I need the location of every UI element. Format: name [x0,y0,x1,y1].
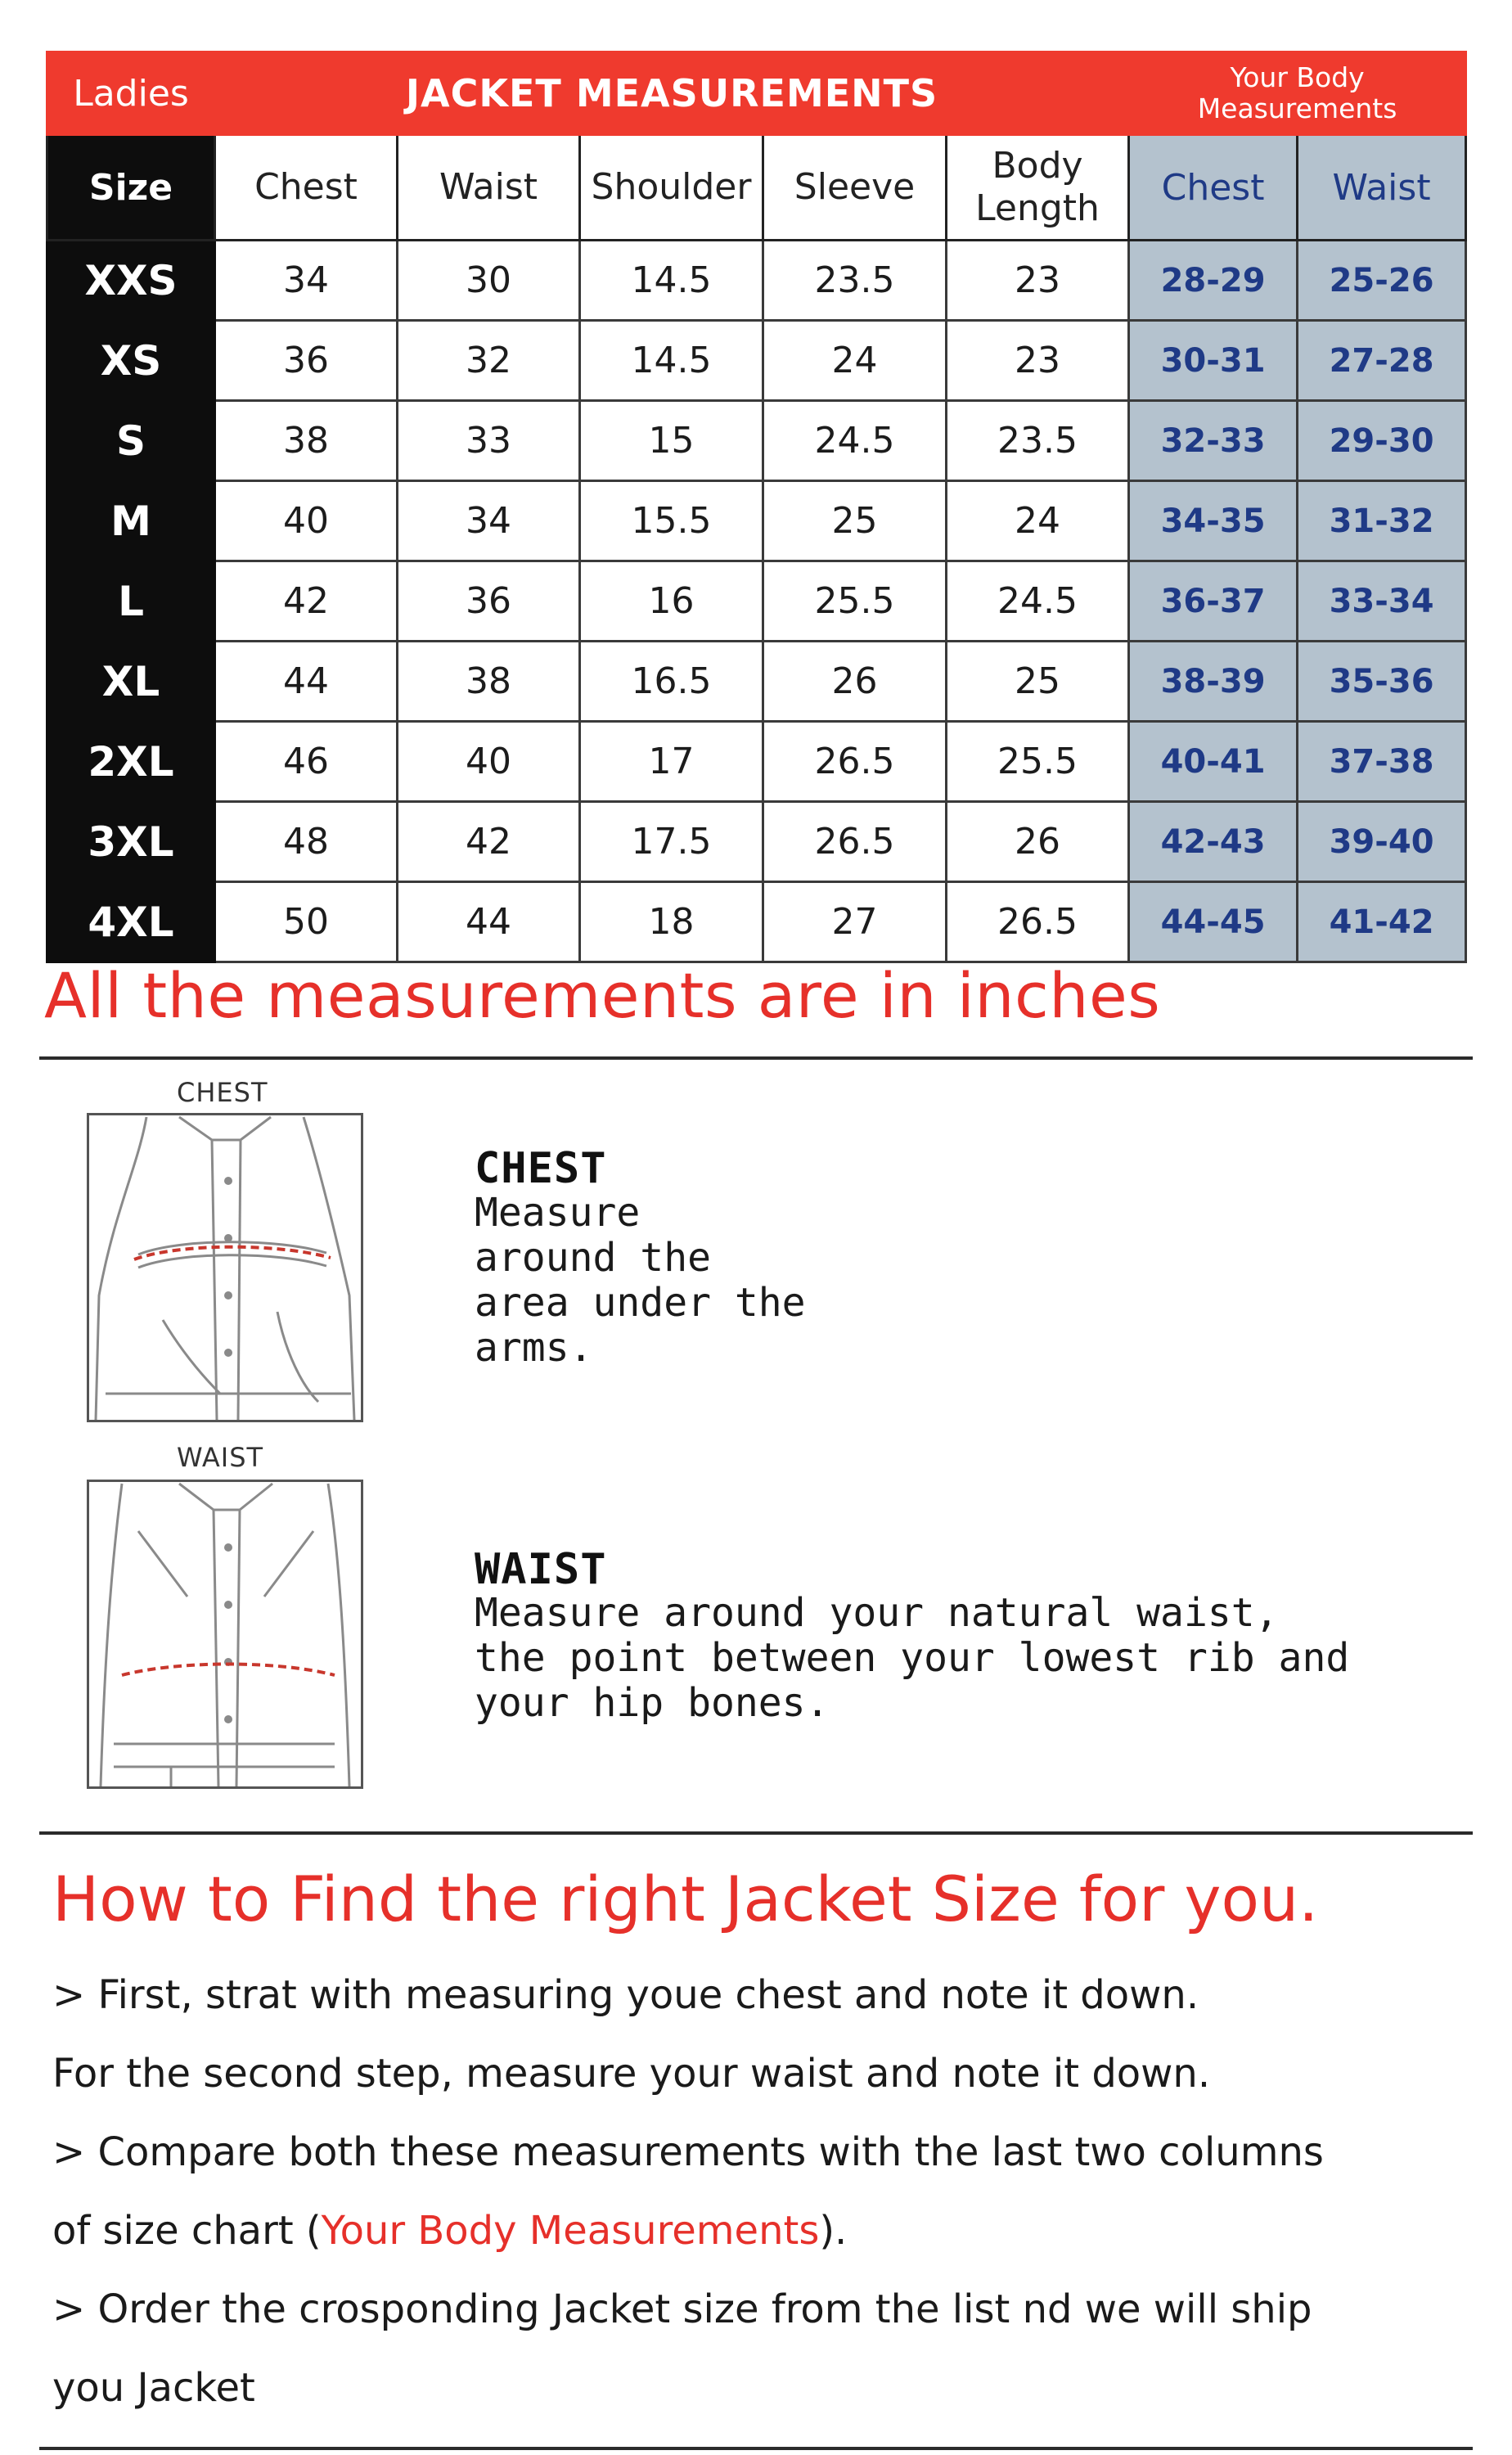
waist-guide-title: WAIST [475,1545,607,1594]
shoulder-cell: 15 [580,401,763,481]
banner-your-body-measurements [1129,52,1466,135]
howto-title: How to Find the right Jacket Size for you. [52,1863,1319,1935]
garment-waist-cell: 33 [398,401,580,481]
size-cell: XS [47,321,215,401]
howto-step-4-suffix: ). [819,2208,848,2254]
banner-your-body-line2: Measurements [1197,92,1397,124]
shoulder-cell: 17 [580,722,763,802]
garment-chest-cell: 38 [215,401,398,481]
garment-waist-cell: 34 [398,481,580,561]
body-chest-cell: 32-33 [1129,401,1298,481]
garment-chest-cell: 44 [215,642,398,722]
shoulder-cell: 16.5 [580,642,763,722]
chest-guide-text [475,1191,806,1371]
garment-waist-cell: 44 [398,882,580,962]
table-row [47,481,1466,561]
body-chest-cell: 28-29 [1129,241,1298,321]
banner-ladies: Ladies [47,52,215,135]
shoulder-cell: 14.5 [580,321,763,401]
body-chest-cell: 34-35 [1129,481,1298,561]
waist-measure-illustration [87,1480,363,1789]
banner-your-body-line1: Your Body [1230,61,1365,93]
garment-chest-cell: 42 [215,561,398,642]
garment-chest-cell: 34 [215,241,398,321]
header-size: Size [47,135,215,241]
table-row [47,722,1466,802]
header-chest: Chest [215,135,398,241]
table-row [47,882,1466,962]
header-body-length-line1: Body [992,145,1083,187]
body-length-cell: 25.5 [947,722,1129,802]
size-chart-table [46,51,1467,963]
waist-guide-line: the point between your lowest rib and [475,1635,1350,1681]
size-cell: M [47,481,215,561]
table-row [47,401,1466,481]
sleeve-cell: 23.5 [763,241,947,321]
your-body-measurements-highlight: Your Body Measurements [321,2208,820,2254]
body-waist-cell: 33-34 [1298,561,1466,642]
measurement-units-note: All the measurements are in inches [44,959,1161,1032]
waist-guide-text [475,1591,1349,1726]
garment-chest-cell: 48 [215,802,398,882]
body-length-cell: 25 [947,642,1129,722]
chest-measure-illustration [87,1113,363,1422]
body-waist-cell: 29-30 [1298,401,1466,481]
howto-step-1: > First, strat with measuring youe chest and note it down. [52,1972,1199,2018]
header-waist: Waist [398,135,580,241]
howto-step-4-prefix: of size chart ( [52,2208,322,2254]
divider [39,1056,1473,1060]
body-chest-cell: 38-39 [1129,642,1298,722]
garment-waist-cell: 30 [398,241,580,321]
body-length-cell: 23 [947,241,1129,321]
table-row [47,802,1466,882]
shirt-waist-sketch-icon [89,1482,361,1786]
chest-guide-line: area under the [475,1280,806,1326]
shoulder-cell: 16 [580,561,763,642]
size-cell: L [47,561,215,642]
body-waist-cell: 37-38 [1298,722,1466,802]
header-sleeve: Sleeve [763,135,947,241]
shoulder-cell: 15.5 [580,481,763,561]
howto-step-2: For the second step, measure your waist and note it down. [52,2051,1211,2097]
body-chest-cell: 42-43 [1129,802,1298,882]
waist-guide-line: your hip bones. [475,1680,830,1726]
table-banner [47,52,1466,135]
table-row [47,642,1466,722]
size-cell: XL [47,642,215,722]
garment-waist-cell: 42 [398,802,580,882]
size-cell: 3XL [47,802,215,882]
table-row [47,321,1466,401]
body-length-cell: 23 [947,321,1129,401]
sleeve-cell: 27 [763,882,947,962]
shoulder-cell: 18 [580,882,763,962]
banner-title: JACKET MEASUREMENTS [215,52,1129,135]
sleeve-cell: 24.5 [763,401,947,481]
header-body-chest: Chest [1129,135,1298,241]
body-chest-cell: 44-45 [1129,882,1298,962]
shirt-chest-sketch-icon [89,1115,361,1420]
header-shoulder: Shoulder [580,135,763,241]
garment-waist-cell: 32 [398,321,580,401]
chest-guide-title: CHEST [475,1144,607,1193]
size-cell: 4XL [47,882,215,962]
divider [39,1831,1473,1835]
body-length-cell: 24 [947,481,1129,561]
garment-chest-cell: 46 [215,722,398,802]
divider [39,2447,1473,2450]
chest-guide-line: arms. [475,1325,593,1371]
table-header-row [47,135,1466,241]
size-cell: XXS [47,241,215,321]
sleeve-cell: 26.5 [763,722,947,802]
body-waist-cell: 25-26 [1298,241,1466,321]
howto-step-6: you Jacket [52,2365,255,2411]
body-waist-cell: 27-28 [1298,321,1466,401]
garment-chest-cell: 40 [215,481,398,561]
body-waist-cell: 39-40 [1298,802,1466,882]
waist-guide-line: Measure around your natural waist, [475,1590,1279,1636]
size-cell: 2XL [47,722,215,802]
garment-waist-cell: 38 [398,642,580,722]
body-waist-cell: 35-36 [1298,642,1466,722]
sleeve-cell: 25.5 [763,561,947,642]
garment-waist-cell: 40 [398,722,580,802]
body-chest-cell: 36-37 [1129,561,1298,642]
body-chest-cell: 40-41 [1129,722,1298,802]
garment-waist-cell: 36 [398,561,580,642]
body-chest-cell: 30-31 [1129,321,1298,401]
body-length-cell: 26 [947,802,1129,882]
body-length-cell: 24.5 [947,561,1129,642]
header-body-waist: Waist [1298,135,1466,241]
header-body-length [947,135,1129,241]
body-waist-cell: 31-32 [1298,481,1466,561]
body-length-cell: 26.5 [947,882,1129,962]
garment-chest-cell: 50 [215,882,398,962]
chest-figure-caption: CHEST [177,1077,268,1108]
howto-step-3: > Compare both these measurements with the last two columns [52,2129,1324,2175]
table-row [47,241,1466,321]
shoulder-cell: 14.5 [580,241,763,321]
chest-guide-line: Measure [475,1190,641,1236]
howto-step-5: > Order the crosponding Jacket size from the list nd we will ship [52,2286,1312,2332]
table-row [47,561,1466,642]
sleeve-cell: 26.5 [763,802,947,882]
size-rows [47,241,1466,962]
body-length-cell: 23.5 [947,401,1129,481]
body-waist-cell: 41-42 [1298,882,1466,962]
sleeve-cell: 25 [763,481,947,561]
sleeve-cell: 24 [763,321,947,401]
size-cell: S [47,401,215,481]
header-body-length-line2: Length [975,187,1100,229]
howto-step-4 [52,2208,847,2254]
chest-guide-line: around the [475,1235,711,1281]
sleeve-cell: 26 [763,642,947,722]
shoulder-cell: 17.5 [580,802,763,882]
garment-chest-cell: 36 [215,321,398,401]
waist-figure-caption: WAIST [177,1442,264,1473]
